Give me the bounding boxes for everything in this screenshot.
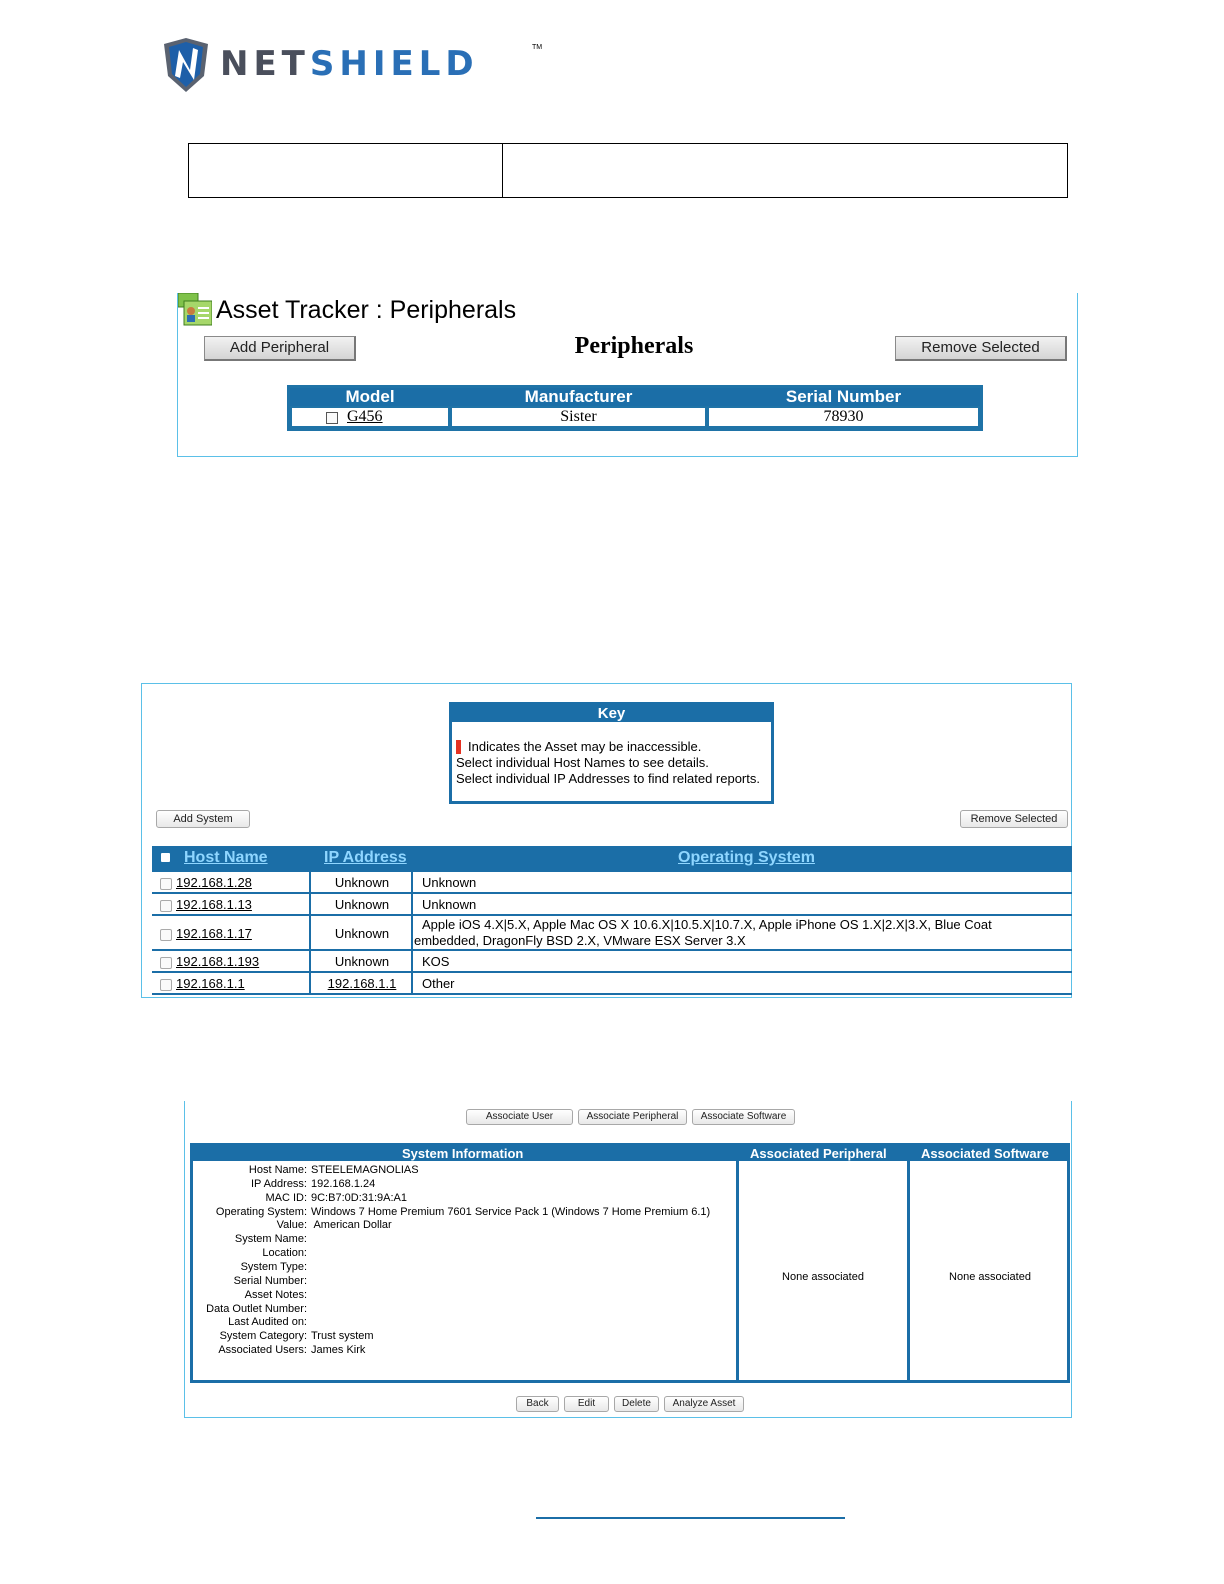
header-table (188, 143, 1068, 198)
os-line: embedded, DragonFly BSD 2.X, VMware ESX Server 3.X (414, 933, 746, 948)
field-label: Host Name: (248, 1164, 307, 1176)
host-name-link[interactable]: 192.168.1.17 (176, 926, 252, 941)
logo-wordmark: NETSHIELD (220, 44, 479, 84)
associate-user-button[interactable]: Associate User (466, 1109, 573, 1125)
host-name-link[interactable]: 192.168.1.13 (176, 897, 252, 912)
systems-panel (141, 683, 1072, 998)
os-line: Apple iOS 4.X|5.X, Apple Mac OS X 10.6.X|10.5.X|10.7.X, Apple iPhone OS 1.X|2.X|3.X, Blue Coat (422, 917, 992, 932)
table-row (152, 870, 1072, 892)
field-label: Asset Notes: (244, 1288, 307, 1301)
add-system-button[interactable]: Add System (156, 810, 250, 828)
add-peripheral-button[interactable]: Add Peripheral (204, 336, 356, 361)
ip-cell: Unknown (309, 951, 413, 971)
row-checkbox[interactable] (160, 957, 172, 969)
table-row (152, 949, 1072, 971)
field-label: Serial Number: (233, 1274, 307, 1287)
table-row (152, 971, 1072, 995)
system-information-header: System Information (402, 1146, 524, 1161)
system-info-table (190, 1143, 1070, 1383)
column-header-operating-system[interactable]: Operating System (678, 849, 815, 866)
model-link[interactable]: G456 (347, 408, 383, 425)
model-cell (290, 406, 450, 428)
remove-selected-button[interactable]: Remove Selected (895, 336, 1067, 361)
row-checkbox[interactable] (160, 979, 172, 991)
shield-n-icon (160, 36, 212, 94)
edit-button[interactable]: Edit (564, 1396, 609, 1412)
os-cell: Unknown (411, 872, 1072, 892)
field-label: Operating System: (215, 1205, 307, 1218)
serial-cell: 78930 (707, 406, 980, 428)
row-checkbox[interactable] (326, 412, 338, 424)
key-box (449, 702, 774, 804)
table-header (193, 1146, 1067, 1161)
ip-cell: Unknown (309, 916, 413, 949)
ip-address-link[interactable]: 192.168.1.1 (327, 976, 397, 991)
footer-link-underline (536, 1517, 845, 1519)
column-header-serial[interactable]: Serial Number (785, 387, 902, 406)
table-row (290, 406, 980, 428)
table-row (152, 892, 1072, 914)
associate-peripheral-button[interactable]: Associate Peripheral (578, 1109, 687, 1125)
ip-cell: Unknown (309, 872, 413, 892)
asset-card-icon (178, 293, 212, 326)
table-header (290, 388, 980, 406)
select-all-checkbox[interactable] (161, 853, 170, 862)
key-line: Select individual Host Names to see details. (456, 755, 709, 770)
os-cell: KOS (411, 951, 1072, 971)
peripherals-panel (177, 293, 1078, 457)
associate-software-button[interactable]: Associate Software (692, 1109, 795, 1125)
field-value: American Dollar (311, 1219, 392, 1232)
associated-peripheral-value: None associated (782, 1271, 864, 1283)
column-header-host-name[interactable]: Host Name (184, 849, 268, 866)
ip-cell: Unknown (309, 894, 413, 914)
column-header-ip-address[interactable]: IP Address (324, 849, 407, 866)
host-name-link[interactable]: 192.168.1.1 (176, 976, 245, 991)
field-label: Location: (262, 1247, 307, 1260)
key-title: Key (452, 705, 771, 722)
row-checkbox[interactable] (160, 878, 172, 890)
field-label: MAC ID: (265, 1191, 307, 1204)
column-header-model[interactable]: Model (345, 387, 395, 406)
row-checkbox[interactable] (160, 900, 172, 912)
netshield-logo (160, 36, 550, 96)
field-label: Last Audited on: (228, 1316, 307, 1329)
row-checkbox[interactable] (160, 929, 172, 941)
host-name-link[interactable]: 192.168.1.28 (176, 875, 252, 890)
os-cell: Other (411, 973, 1072, 993)
manufacturer-cell: Sister (450, 406, 707, 428)
field-label: System Type: (240, 1260, 307, 1273)
peripherals-heading: Peripherals (574, 333, 694, 359)
field-label: Data Outlet Number: (206, 1302, 307, 1315)
key-line: Select individual IP Addresses to find related reports. (456, 771, 760, 786)
os-cell: Unknown (411, 894, 1072, 914)
column-header-manufacturer[interactable]: Manufacturer (524, 387, 633, 406)
field-label: System Name: (234, 1233, 307, 1246)
peripherals-table (287, 385, 983, 431)
field-value: Trust system (311, 1330, 374, 1343)
field-label: Associated Users: (218, 1344, 307, 1357)
associated-software-header: Associated Software (921, 1146, 1049, 1161)
table-row (152, 914, 1072, 949)
ip-cell (309, 973, 413, 993)
field-value: 192.168.1.24 (311, 1177, 376, 1190)
system-detail-panel (184, 1101, 1072, 1418)
field-value: Windows 7 Home Premium 7601 Service Pack 1 (Windows 7 Home Premium 6.1) (311, 1205, 711, 1218)
field-value: James Kirk (311, 1344, 366, 1357)
field-label: System Category: (219, 1330, 307, 1343)
delete-button[interactable]: Delete (614, 1396, 659, 1412)
table-header (152, 846, 1072, 870)
analyze-asset-button[interactable]: Analyze Asset (664, 1396, 744, 1412)
inaccessible-marker-icon (456, 740, 461, 754)
associated-peripheral-header: Associated Peripheral (750, 1146, 887, 1161)
page-title: Asset Tracker : Peripherals (216, 296, 517, 324)
trademark-mark: TM (532, 44, 543, 51)
host-name-link[interactable]: 192.168.1.193 (176, 954, 260, 969)
field-label: Value: (276, 1219, 307, 1232)
field-value: 9C:B7:0D:31:9A:A1 (311, 1191, 408, 1204)
os-cell (411, 916, 1072, 949)
back-button[interactable]: Back (516, 1396, 559, 1412)
field-value: STEELEMAGNOLIAS (311, 1164, 419, 1176)
associated-software-value: None associated (949, 1271, 1031, 1283)
header-table-divider (502, 144, 503, 197)
key-line: Indicates the Asset may be inaccessible. (468, 739, 702, 754)
remove-selected-systems-button[interactable]: Remove Selected (960, 810, 1068, 828)
field-label: IP Address: (250, 1177, 307, 1190)
